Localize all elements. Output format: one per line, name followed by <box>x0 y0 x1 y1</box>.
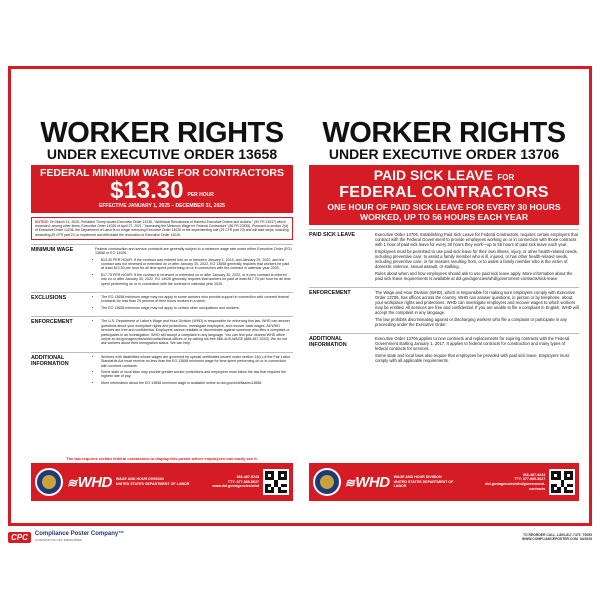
tty: TTY: 877-889-5627 <box>514 477 546 482</box>
paragraph: Some state and local laws also require that employees be provided with paid sick leave. Employers must comply with all applicable requirements. <box>375 353 569 363</box>
notice-label: NOTICE: <box>35 220 49 224</box>
bullet: • $13.30 PER HOUR: If the contract was entered into on or between January 1, 2015, and January 29, 2022, and the contract was not renewed or extended on or after January 30, 2022, EO 13658 generally requires that workers be paid at least $13.30 per hour for all time spent performing on or in connection with the contract in calendar year 2025. <box>101 258 293 271</box>
section-heading: PAID SICK LEAVE <box>309 232 355 238</box>
bullet: • Workers with disabilities whose wages are governed by special certificates issued under section 14(c) of the Fair Labor Standards Act must receive no less than the EO 13658 minimum wage for time spent performing on or in connection with covered contracts. <box>101 355 293 368</box>
federal-contractors: FEDERAL CONTRACTORS <box>339 184 549 201</box>
bullet: • The EO 13658 minimum wage may not apply to certain other occupations and workers. <box>101 306 293 310</box>
panel-eo13658 <box>31 69 293 509</box>
effective-dates: EFFECTIVE JANUARY 1, 2025 – DECEMBER 31, 2025 <box>99 203 225 209</box>
bullet: • The EO 13658 minimum wage may not apply to some workers who provide support in connection with covered federal contracts for less than 20 percent of their hours worked in a week. <box>101 295 293 304</box>
per-hour: PER HOUR <box>187 192 214 198</box>
qr-code-icon[interactable] <box>263 469 289 495</box>
company-tagline: A DIVISION OF CPC INDUSTRIES <box>34 538 82 542</box>
title-left: WORKER RIGHTS <box>40 117 284 149</box>
section-additional-info-right <box>309 333 579 365</box>
bullet: • More information about the EO 13658 minimum wage is available online at dol.gov/whd/flsa/eo13658 <box>101 381 293 385</box>
whd-logo: ≋WHD <box>344 473 390 491</box>
section-enforcement <box>31 316 293 347</box>
title-right: WORKER RIGHTS <box>322 117 566 149</box>
bullet: • The U.S. Department of Labor's Wage and Hour Division (WHD) is responsible for enforcing this law. WHD can answer questions about your workplace rights and protections, investigate employers, and recover back wages. All WHD services are free and confidential. Employers cannot retaliate or discriminate against someone who files a complaint or participates in an investigation. WHD will accept a complaint in any language. You can find your nearest WHD office online at dol.gov/agencies/whd/contact/local-offices or by calling toll-free 866-4US-WAGE (866-487-9243). We do not ask workers about their immigration status. We can help. <box>101 319 293 345</box>
dol-seal-icon <box>35 468 63 496</box>
bullet: • $17.75 PER HOUR: If the contract is renewed or extended on or after January 30, 2022, or a new contract is entered into on or after January 30, 2022, EO 14026 generally requires that workers be paid at least $17.75 per hour for all time spent performing on or in connection with the contract in calendar year 2025. <box>101 273 293 286</box>
phone: 866-487-9243 <box>522 472 546 477</box>
code-b: 04/2025 <box>579 537 592 541</box>
paragraph: The Wage and Hour Division (WHD), which is responsible for making sure employers comply with Executive Order 13706, has offices across the country. WHD can answer questions, in person or by telephone, about your workplace rights and protections. WHD can investigate employers and recover wages to which workers may be entitled. All services are free and confidential. If you are unable to file a complaint in English, WHD will accept the complaint in any language. <box>375 290 579 315</box>
section-additional-info <box>31 352 293 387</box>
notice-text: On March 14, 2025, President Trump issued Executive Order 14236, "Additional Rescissions of Harmful Executive Orders and Actions," (90 FR 13037) which rescinded, among other items, Executive Order 14026 of April 27, 2021, "Increasing the Minimum Wage for Federal Contractors" (86 FR 22835). Pursuant to section 2(d) of Executive Order 14236, the Department of Labor is no longer enforcing Executive Order 14026 or the implementing rule (29 CFR part 23) and will take steps, including rescinding 29 CFR part 23, to implement and effectuate the revocation of Executive Order 14026. <box>35 220 289 237</box>
bullet: • Some state or local laws may provide greater worker protections and employers must follow the law that requires the highest rate of pay. <box>101 370 293 379</box>
website[interactable]: WWW.COMPLIANCEPOSTER.COM <box>521 537 578 541</box>
tty: TTY: 877-889-5627 <box>227 479 259 484</box>
panel-eo13706 <box>309 69 579 509</box>
section-heading: ENFORCEMENT <box>31 319 73 326</box>
footer-left <box>31 463 293 501</box>
psl-title: PAID SICK LEAVE <box>373 167 493 183</box>
company-name: Compliance Poster Company™ A DIVISION OF CPC INDUSTRIES <box>34 531 125 542</box>
dept-line1: WAGE AND HOUR DIVISION <box>115 477 164 482</box>
paragraph: Executive Order 13706 applies to new contracts and replacements for expiring contracts with the Federal Government starting January 1, 2017. It applies to federal contracts for construction and many types of federal contracts for services. <box>375 336 570 351</box>
paragraph: The law prohibits discriminating against or discharging workers who file a complaint or participate in any proceeding under the Executive Order. <box>375 317 568 327</box>
section-heading: ADDITIONAL INFORMATION <box>309 336 347 348</box>
psl-banner <box>309 165 579 225</box>
url[interactable]: www.dol.gov/agencies/whd <box>212 484 259 489</box>
bottom-strip <box>8 530 592 544</box>
psl-sub: ONE HOUR OF PAID SICK LEAVE FOR EVERY 30 HOURS WORKED, UP TO 56 HOURS EACH YEAR <box>327 202 561 222</box>
qr-code-icon[interactable] <box>549 469 575 495</box>
section-enforcement-right <box>309 287 579 329</box>
paragraph: Executive Order 13706, Establishing Paid Sick Leave for Federal Contractors, requires certain employers that contract with the Federal Government to provide employees working on or in connection with those contracts with 1 hour of paid sick leave for every 30 hours they work—up to 56 hours of paid sick leave each year. <box>375 232 578 247</box>
dol-seal-icon <box>313 468 341 496</box>
subtitle-left: UNDER EXECUTIVE ORDER 13658 <box>46 146 278 162</box>
notice-box <box>31 217 293 240</box>
section-heading: ADDITIONAL INFORMATION <box>31 354 69 367</box>
cpc-logo: CPC <box>8 532 31 543</box>
url[interactable]: dol.gov/agencies/whd/government-contracts <box>485 482 546 491</box>
wage-amount: $13.30 <box>110 177 184 204</box>
paragraph: Rules about when and how employees should ask to use paid sick leave apply. More information about the paid sick leave requirements is available at dol.gov/agencies/whd/government-contracts/sick-leave <box>375 271 573 281</box>
section-paid-sick-leave <box>309 229 579 283</box>
wage-banner <box>31 165 293 213</box>
poster <box>8 66 592 526</box>
reorder-phone: TO REORDER CALL 1-800-817-7475 <box>522 533 581 537</box>
footer-right <box>309 463 579 501</box>
whd-logo: ≋WHD <box>67 473 112 491</box>
subtitle-right: UNDER EXECUTIVE ORDER 13706 <box>328 146 560 162</box>
paragraph: Employees must be permitted to use paid sick leave for their own illness, injury, or other health-related needs, including preventive care; to assist a family member who is ill, injured, or has other health-related needs, including preventive care; or for reasons resulting from, or to assist a family member who is the victim of, domestic violence, sexual assault, or stalking. <box>375 249 578 269</box>
code-a: T0055 <box>582 533 592 537</box>
dept-line2: UNITED STATES DEPARTMENT OF LABOR <box>393 479 454 489</box>
section-heading: EXCLUSIONS <box>31 295 67 302</box>
section-exclusions <box>31 292 293 312</box>
wage-banner-head: FEDERAL MINIMUM WAGE FOR CONTRACTORS <box>39 167 285 179</box>
psl-for: FOR <box>497 173 515 182</box>
section-intro: Federal construction and service contracts are generally subject to a minimum wage rate under either Executive Order (EO) 13658 or EO 14026. <box>95 246 292 256</box>
section-minimum-wage <box>31 244 293 288</box>
display-requirement: The law requires certain federal contractors to display this poster where employees can easily see it. <box>66 456 258 461</box>
section-heading: MINIMUM WAGE <box>31 246 74 253</box>
dept-line1: WAGE AND HOUR DIVISION <box>393 475 442 480</box>
reorder-info <box>522 533 592 541</box>
section-heading: ENFORCEMENT <box>309 290 351 296</box>
dept-line2: UNITED STATES DEPARTMENT OF LABOR <box>115 482 190 486</box>
phone: 866-487-9243 <box>236 475 259 480</box>
